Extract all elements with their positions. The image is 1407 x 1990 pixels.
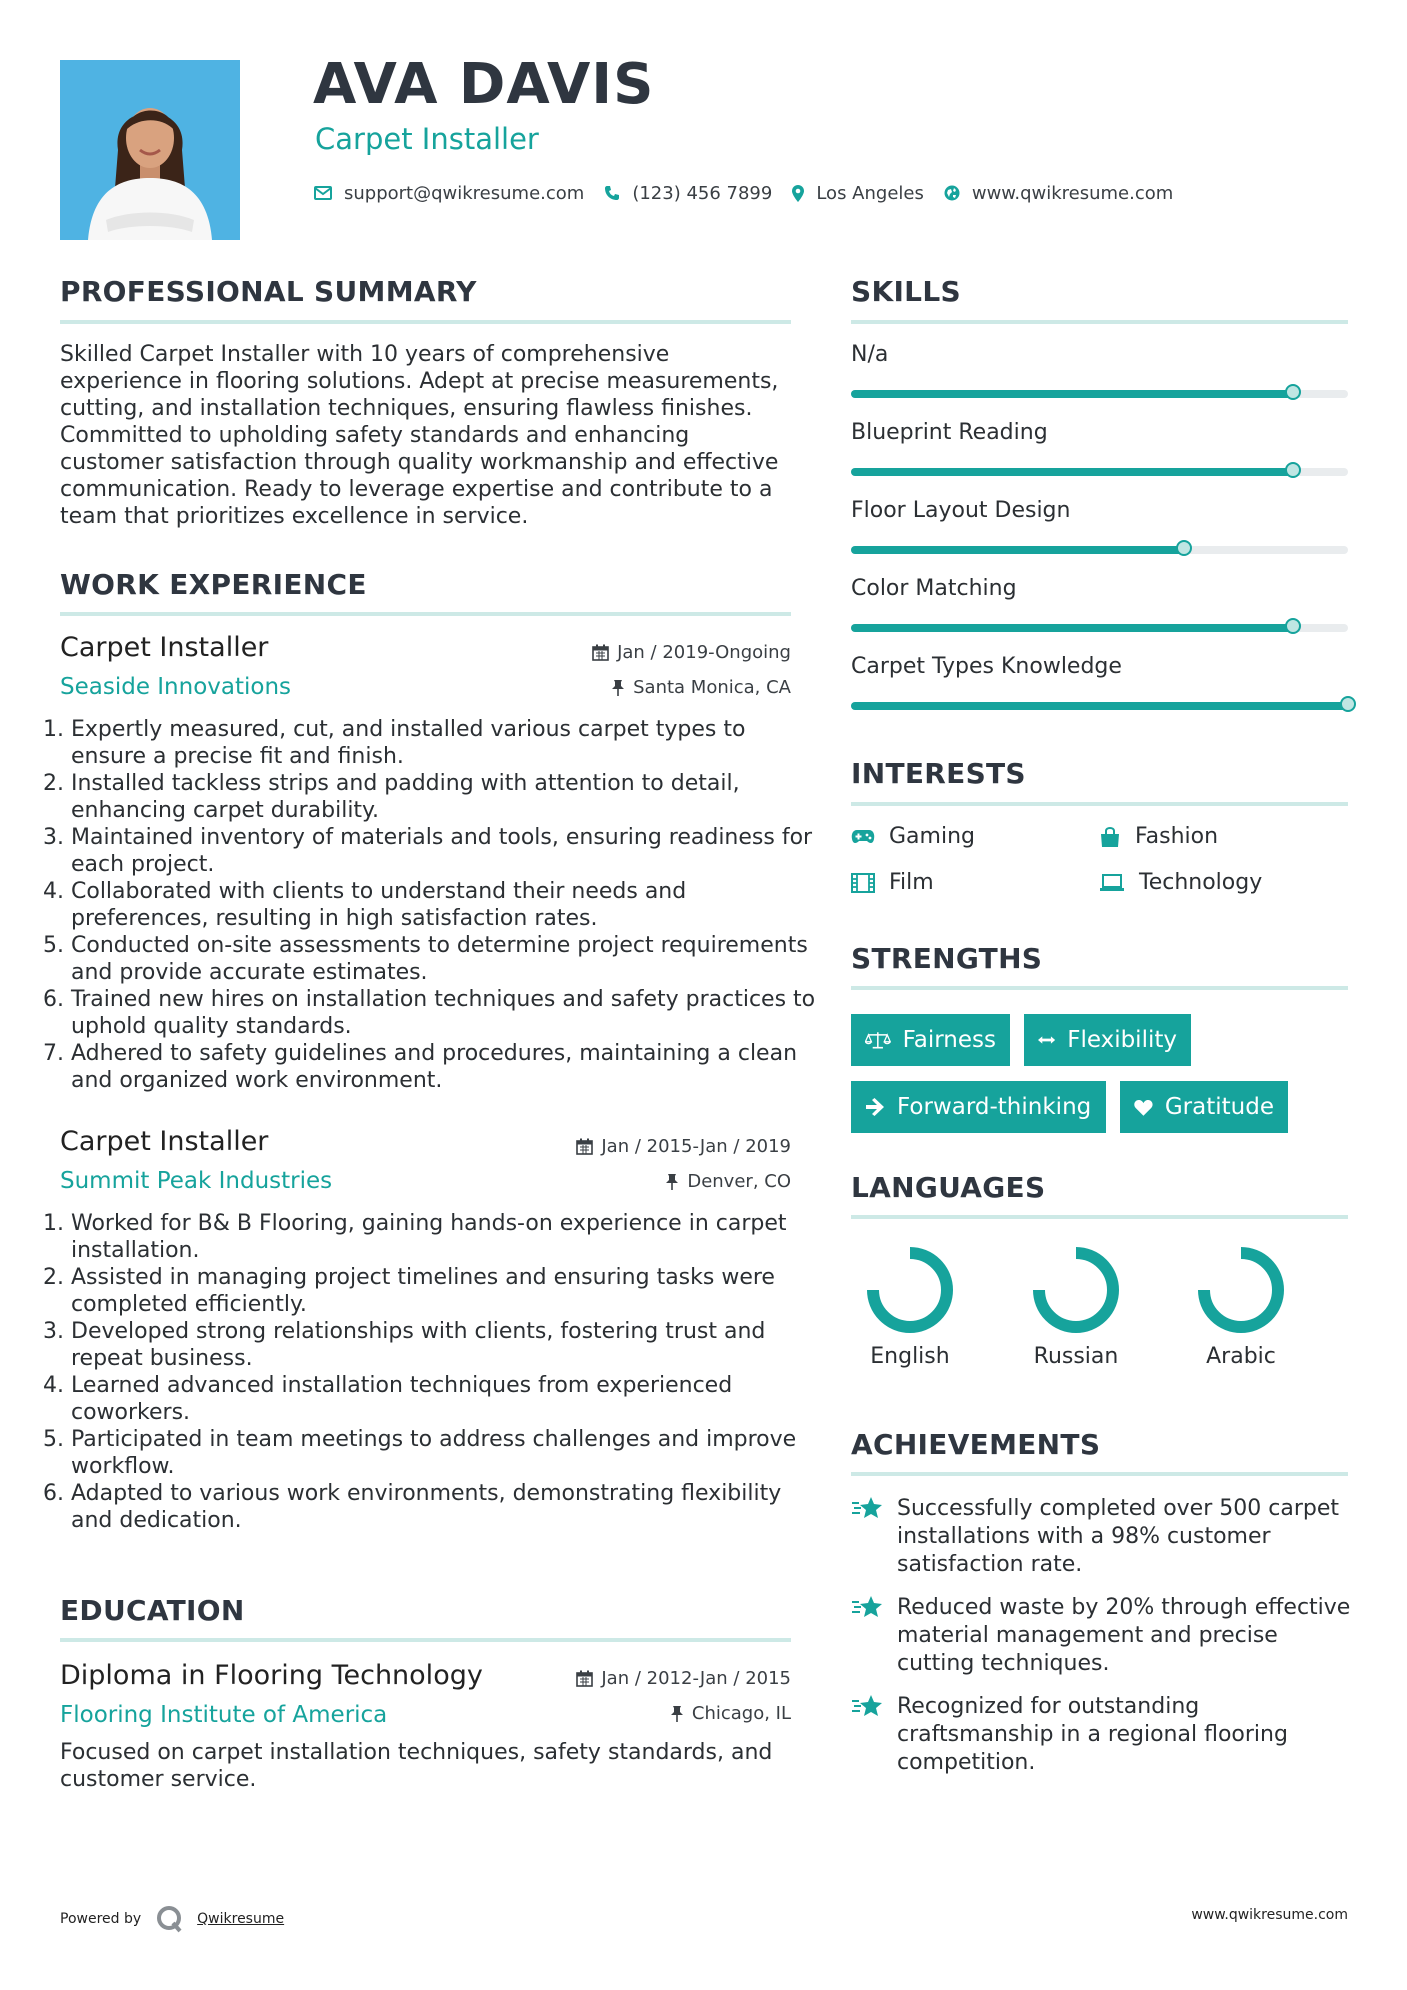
education-heading: EDUCATION <box>60 1594 245 1627</box>
email-text: support@qwikresume.com <box>344 182 585 204</box>
skill-bar-fill <box>851 390 1293 398</box>
list-item: 5. Conducted on-site assessments to determine project requirements and provide accurate estimates. <box>71 932 819 986</box>
pushpin-icon <box>670 1705 684 1722</box>
strength-tag <box>851 1014 1010 1066</box>
languages-heading: LANGUAGES <box>851 1171 1046 1204</box>
skill-name: Carpet Types Knowledge <box>851 654 1122 679</box>
job-location <box>440 1171 791 1192</box>
skill-name: N/a <box>851 342 889 367</box>
candidate-title: Carpet Installer <box>315 122 539 156</box>
contact-phone[interactable] <box>604 183 772 204</box>
strengths-divider <box>851 986 1348 990</box>
language-item <box>1166 1240 1316 1369</box>
language-dial-arc <box>1204 1253 1278 1327</box>
powered-by <box>60 1904 284 1934</box>
skill-bar-knob <box>1340 696 1356 712</box>
list-item: 4. Collaborated with clients to understand their needs and preferences, resulting in high satisfaction rates. <box>71 878 819 932</box>
school-name: Flooring Institute of America <box>60 1702 388 1728</box>
strength-tag <box>1024 1014 1191 1066</box>
list-item: 2. Installed tackless strips and padding with attention to detail, enhancing carpet durability. <box>71 770 819 824</box>
skill-bar-knob <box>1285 462 1301 478</box>
portrait-image <box>60 60 240 240</box>
skill-bar <box>851 468 1348 476</box>
interest-label: Fashion <box>1135 824 1219 849</box>
list-item: 4. Learned advanced installation techniques from experienced coworkers. <box>71 1372 819 1426</box>
arrows-horizontal-icon <box>1038 1034 1055 1046</box>
language-dial <box>1001 1240 1151 1340</box>
job-location-text: Denver, CO <box>687 1171 791 1192</box>
interest-label: Gaming <box>889 824 975 849</box>
skill-bar-knob <box>1176 540 1192 556</box>
interest-item <box>851 870 934 895</box>
shooting-star-icon <box>851 1693 884 1719</box>
film-icon <box>851 873 875 893</box>
achievements-divider <box>851 1472 1348 1476</box>
balance-scale-icon <box>865 1029 891 1051</box>
summary-heading: PROFESSIONAL SUMMARY <box>60 275 477 308</box>
location-text: Los Angeles <box>816 182 924 204</box>
skill-bar <box>851 702 1348 710</box>
education-divider <box>60 1638 791 1642</box>
achievement-item <box>851 1693 1356 1777</box>
list-item: 5. Participated in team meetings to address challenges and improve workflow. <box>71 1426 819 1480</box>
achievement-item <box>851 1495 1356 1579</box>
language-item <box>835 1240 985 1369</box>
skill-bar-fill <box>851 546 1184 554</box>
language-item <box>1001 1240 1151 1369</box>
candidate-name: AVA DAVIS <box>313 52 655 117</box>
achievements-heading: ACHIEVEMENTS <box>851 1428 1101 1461</box>
language-dial <box>835 1240 985 1340</box>
job-dates <box>440 642 791 663</box>
achievement-item <box>851 1594 1356 1678</box>
job-dates-text: Jan / 2019-Ongoing <box>617 642 791 663</box>
qwikresume-logo-icon <box>155 1904 185 1934</box>
skill-name: Floor Layout Design <box>851 498 1071 523</box>
strengths-heading: STRENGTHS <box>851 942 1043 975</box>
strength-tag <box>1120 1081 1288 1133</box>
contact-email[interactable] <box>314 183 584 204</box>
calendar-icon <box>576 1670 593 1687</box>
skill-name: Blueprint Reading <box>851 420 1048 445</box>
language-dial-arc <box>873 1253 947 1327</box>
job-title: Carpet Installer <box>60 1126 269 1157</box>
footer-website[interactable]: www.qwikresume.com <box>1191 1907 1348 1923</box>
language-dial-arc <box>1039 1253 1113 1327</box>
summary-text: Skilled Carpet Installer with 10 years of comprehensive experience in flooring solutions. Adept at precise measurements, cutting, and installation techniques, ensuring flawless finishes. Committed to upholding safety standards and enhancing customer satisfaction through quality workmanship and effective communication. Ready to leverage expertise and contribute to a team that prioritizes excellence in service. <box>60 342 779 529</box>
skill-bar <box>851 624 1348 632</box>
job-dates <box>440 1136 791 1157</box>
interest-item <box>851 824 975 849</box>
education-description: Focused on carpet installation techniques, safety standards, and customer service. <box>60 1740 773 1792</box>
skill-bar-fill <box>851 702 1348 710</box>
gamepad-icon <box>851 829 875 845</box>
skill-name: Color Matching <box>851 576 1017 601</box>
website-text: www.qwikresume.com <box>971 182 1174 204</box>
interest-label: Film <box>889 870 934 895</box>
job-location <box>440 677 791 698</box>
achievement-text: Recognized for outstanding craftsmanship in a regional flooring competition. <box>897 1694 1288 1775</box>
heart-icon <box>1134 1097 1153 1118</box>
interest-item <box>1099 870 1262 895</box>
pushpin-icon <box>665 1173 679 1190</box>
interest-label: Technology <box>1139 870 1263 895</box>
pushpin-icon <box>611 679 625 696</box>
education-dates-text: Jan / 2012-Jan / 2015 <box>601 1668 791 1689</box>
envelope-icon <box>314 186 332 200</box>
language-name: English <box>870 1344 950 1369</box>
education-dates <box>440 1668 791 1689</box>
contact-location <box>792 183 924 204</box>
shooting-star-icon <box>851 1594 884 1620</box>
phone-text: (123) 456 7899 <box>632 182 773 204</box>
contact-website[interactable] <box>944 183 1173 204</box>
strength-label: Flexibility <box>1067 1027 1177 1053</box>
job-dates-text: Jan / 2015-Jan / 2019 <box>601 1136 791 1157</box>
languages-divider <box>851 1215 1348 1219</box>
list-item: 1. Worked for B& B Flooring, gaining hands-on experience in carpet installation. <box>71 1210 819 1264</box>
interest-item <box>1099 824 1218 849</box>
skill-bar-fill <box>851 624 1293 632</box>
skill-bar <box>851 390 1348 398</box>
interests-heading: INTERESTS <box>851 757 1026 790</box>
skills-heading: SKILLS <box>851 275 961 308</box>
strength-label: Forward-thinking <box>897 1094 1092 1120</box>
strength-label: Gratitude <box>1164 1094 1274 1120</box>
job-title: Carpet Installer <box>60 632 269 663</box>
shopping-bag-icon <box>1099 826 1121 848</box>
education-location-text: Chicago, IL <box>691 1703 791 1724</box>
strength-tag <box>851 1081 1106 1133</box>
globe-icon <box>944 185 960 201</box>
language-name: Arabic <box>1206 1344 1276 1369</box>
list-item: 6. Adapted to various work environments, demonstrating flexibility and dedication. <box>71 1480 819 1534</box>
list-item: 7. Adhered to safety guidelines and procedures, maintaining a clean and organized work environment. <box>71 1040 819 1094</box>
experience-divider <box>60 612 791 616</box>
laptop-icon <box>1099 874 1125 892</box>
list-item: 1. Expertly measured, cut, and installed various carpet types to ensure a precise fit and finish. <box>71 716 819 770</box>
arrow-right-icon <box>865 1098 885 1116</box>
degree-title: Diploma in Flooring Technology <box>60 1660 483 1691</box>
skills-divider <box>851 320 1348 324</box>
map-marker-icon <box>792 185 804 202</box>
powered-by-label: Powered by <box>60 1911 142 1927</box>
achievement-text: Reduced waste by 20% through effective material management and precise cutting techniques. <box>897 1595 1351 1676</box>
shooting-star-icon <box>851 1495 884 1521</box>
education-location <box>440 1703 791 1724</box>
strength-label: Fairness <box>902 1027 996 1053</box>
list-item: 2. Assisted in managing project timelines and ensuring tasks were completed efficiently. <box>71 1264 819 1318</box>
calendar-icon <box>576 1138 593 1155</box>
profile-photo <box>60 60 240 240</box>
summary-divider <box>60 320 791 324</box>
contact-bar <box>314 178 1193 208</box>
language-dial <box>1166 1240 1316 1340</box>
list-item: 3. Developed strong relationships with clients, fostering trust and repeat business. <box>71 1318 819 1372</box>
skill-bar <box>851 546 1348 554</box>
list-item: 3. Maintained inventory of materials and tools, ensuring readiness for each project. <box>71 824 819 878</box>
interests-divider <box>851 802 1348 806</box>
experience-heading: WORK EXPERIENCE <box>60 568 367 601</box>
language-name: Russian <box>1033 1344 1119 1369</box>
skill-bar-knob <box>1285 618 1301 634</box>
list-item: 6. Trained new hires on installation techniques and safety practices to uphold quality standards. <box>71 986 819 1040</box>
qwikresume-link[interactable]: Qwikresume <box>197 1911 285 1927</box>
achievement-text: Successfully completed over 500 carpet installations with a 98% customer satisfaction rate. <box>897 1496 1339 1577</box>
job-company: Summit Peak Industries <box>60 1168 333 1194</box>
job-responsibilities <box>52 1210 819 1534</box>
job-company: Seaside Innovations <box>60 674 292 700</box>
phone-icon <box>604 185 620 201</box>
job-responsibilities <box>52 716 819 1094</box>
job-location-text: Santa Monica, CA <box>633 677 791 698</box>
skill-bar-fill <box>851 468 1293 476</box>
skill-bar-knob <box>1285 384 1301 400</box>
calendar-icon <box>592 644 609 661</box>
